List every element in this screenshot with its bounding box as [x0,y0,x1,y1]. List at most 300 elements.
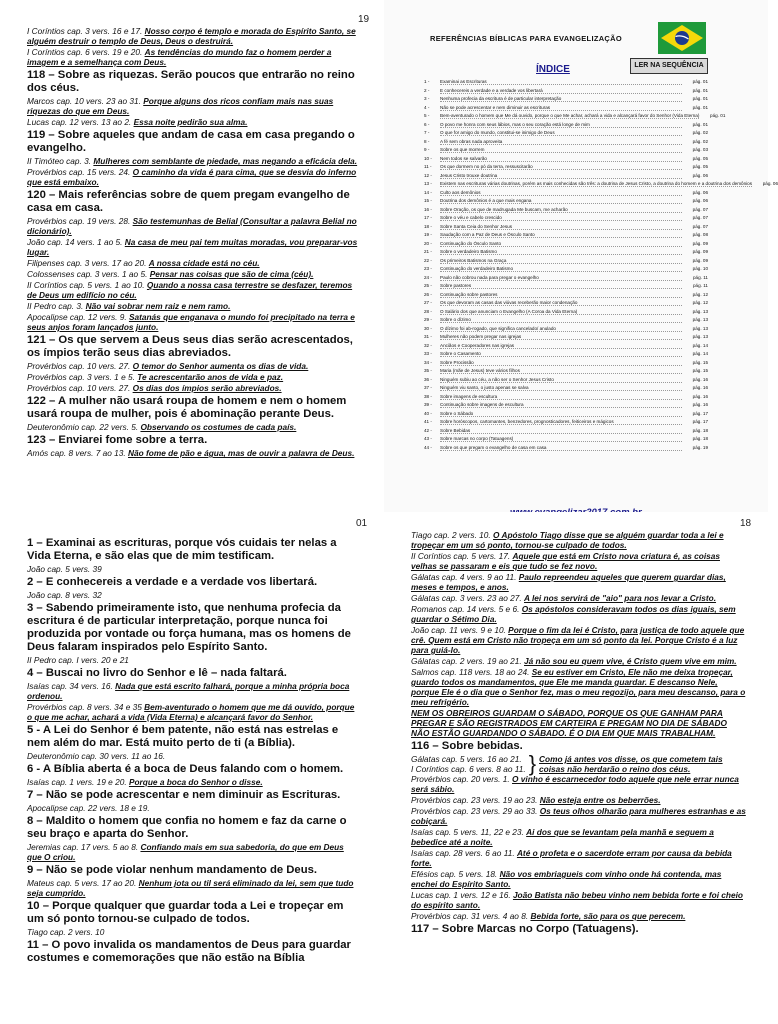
index-entry-title: Sobre os que pregam o evangelho de casa em casa [440,444,682,451]
reference-quote: Nosso corpo é templo e morada do Espírito Santo, se alguém destruir o templo de Deus, Deus o destruirá. [27,26,356,46]
index-entry-number: 14 - [424,189,432,195]
bible-reference [27,422,359,432]
index-entry-page: pág. 05 [692,155,708,161]
reference-quote: João Batista não bebeu vinho nem bebida forte e foi cheio do espírito santo. [411,890,743,910]
bible-reference [27,383,359,393]
index-entry-title: E conhecereis a verdade e a verdade vos libertará [440,87,682,94]
index-entry-number: 38 - [424,393,432,399]
reference-quote: Se eu estiver em Cristo, Ele não me deixa tropeçar, guardo todos os mandamentos, que Ele me manda guardar. E descanso Nele, porque Ele é o dia que o Senhor fez, mas o meu regozijo, para meu descanso, para o meu refrigério. [411,667,746,707]
index-entry[interactable] [424,87,708,96]
index-entry[interactable] [424,393,708,402]
index-entry[interactable] [424,240,708,249]
index-entry-page: pág. 17 [692,419,708,424]
bible-reference [27,237,359,257]
reference-citation: Tiago cap. 2 vers. 10 [27,927,105,937]
reference-citation: Romanos cap. 14 vers. 5 e 6. [411,604,520,614]
reference-quote: Observando os costumes de cada país. [140,422,297,432]
index-entry-title: Sobre o véu e cabelo crescido [440,214,682,221]
reference-citation: Provérbios cap. 23 vers. 29 ao 33. [411,806,538,816]
reference-quote: A nossa cidade está no céu. [148,258,260,268]
index-entry[interactable] [424,308,708,317]
index-entry-page: pág. 15 [692,368,708,373]
index-entry[interactable] [424,350,708,359]
reference-citation: Isaías cap. 28 vers. 6 ao 11. [411,848,515,858]
index-entry-title: Continuação sobre imagens de escultura [440,401,682,408]
index-entry[interactable] [424,342,708,351]
index-entry[interactable] [424,376,708,385]
read-in-sequence-button[interactable]: LER NA SEQUÊNCIA [630,58,708,74]
bible-reference [27,878,359,898]
section-heading: 5 - A Lei do Senhor é bem patente, não está nas estrelas e nem além do mar. Está muito perto de ti (a Bíblia). [27,724,339,749]
reference-quote: Te acrescentarão anos de vida e paz. [137,372,284,382]
index-entry[interactable] [424,325,708,334]
reference-citation: João cap. 11 vers. 9 e 10. [411,625,506,635]
reference-quote: Quando a nossa casa terrestre se desfazer, teremos de Deus um edifício no céu. [27,280,353,300]
index-entry-number: 18 - [424,223,432,229]
section-heading: 9 – Não se pode violar nenhum mandamento de Deus. [27,864,318,876]
index-entry[interactable] [424,172,708,181]
reference-citation: II Pedro cap. I vers. 20 e 21 [27,655,129,665]
reference-citation: Provérbios cap. 19 vers. 28. [27,216,131,226]
reference-citation: I Coríntios cap. 6 vers. 8 ao 11. [411,764,526,774]
page-19-content [27,26,359,459]
bible-reference [27,280,359,300]
index-entry-number: 16 - [424,206,432,212]
section-heading: 3 – Sabendo primeiramente isto, que nenhuma profecia da escritura é de particular interpretação, porque nunca foi produzida por vontade ou força humana, mas os homens de Deus falaram inspirados pelo Espírito Santo. [27,602,351,653]
reference-citation: II Coríntios cap. 5 vers. 17. [411,551,511,561]
index-entry[interactable] [424,367,708,376]
index-entry-title: Anciãos e Cooperadores nas igrejas [440,342,682,349]
reference-citation: II Pedro cap. 3. [27,301,84,311]
reference-citation: Apocalipse cap. 12 vers. 9. [27,312,127,322]
index-entry-page: pág. 10 [692,266,708,271]
bible-reference [27,655,359,665]
index-entry-number: 4 - [424,104,430,110]
bible-reference [411,551,746,571]
index-entry-page: pág. 05 [692,164,708,169]
reference-citation: I Coríntios cap. 6 vers. 19 e 20. [27,47,143,57]
bible-reference [27,777,359,787]
index-entry-title: Sobre Bebidas [440,427,682,434]
reference-citation: Colossenses cap. 3 vers. 1 ao 5. [27,269,148,279]
index-entry-number: 44 - [424,444,432,450]
index-entry-page: pág. 18 [692,427,708,433]
bible-reference [411,795,746,805]
bible-reference [27,258,359,268]
index-entry-number: 3 - [424,96,430,101]
bible-reference [411,656,746,666]
index-heading: ÍNDICE [536,64,570,75]
index-entry[interactable] [424,223,708,232]
index-entry[interactable] [424,206,708,215]
reference-citation: Jeremias cap. 17 vers. 5 ao 8. [27,842,139,852]
reference-citation: II Coríntios cap. 5 vers. 1 ao 10. [27,280,145,290]
index-entry[interactable] [424,248,708,257]
index-entry-number: 5 - [424,113,430,118]
reference-citation: Isaías cap. 5 vers. 11, 22 e 23. [411,827,524,837]
bible-reference [27,117,359,127]
index-entry-number: 19 - [424,232,432,237]
bible-reference [27,590,359,600]
bible-reference [411,593,746,603]
reference-quote: Confiando mais em sua sabedoria, do que em Deus que O criou. [27,842,344,862]
reference-citation: Isaías cap. 1 vers. 19 e 20. [27,777,127,787]
index-entry[interactable] [424,104,708,113]
index-entry[interactable] [424,231,708,240]
index-entry-number: 41 - [424,419,432,424]
index-entry-page: pág. 07 [692,215,708,220]
index-entry[interactable] [424,214,708,223]
index-entry-page: pág. 09 [692,257,708,263]
reference-quote: O Apóstolo Tiago disse que se alguém guardar toda a lei e tropeçar em um só ponto, tornou-se culpado de todos. [411,530,724,550]
reference-citation: Gálatas cap. 3 vers. 23 ao 27. [411,593,522,603]
index-entry-title: Não se pode acrescentar e nem diminuir as escrituras [440,104,682,111]
reference-quote: São testemunhas de Belial (Consultar a palavra Belial no dicionário). [27,216,357,236]
index-entry-title: Os que devoram as casas das viúvas receberão maior condenação [440,299,682,306]
bible-reference [411,774,746,794]
index-entry-number: 9 - [424,147,430,152]
index-entry[interactable] [424,155,708,164]
index-entry-title: Sobre o verdadeiro Batismo [440,248,682,255]
bible-reference [27,564,359,574]
index-entry-title: Maria (mãe de Jesus) teve vários filhos [440,367,682,374]
reference-citation: Provérbios cap. 15 vers. 24. [27,167,131,177]
reference-citation: Provérbios cap. 3 vers. 1 e 5. [27,372,135,382]
index-entry-number: 15 - [424,198,432,203]
index-entry-page: pág. 07 [692,223,708,229]
index-entry[interactable] [424,384,708,393]
page-number: 18 [740,518,752,529]
index-entry-number: 17 - [424,215,432,220]
index-entry-number: 1 - [424,79,430,84]
index-entry-page: pág. 01 [692,79,708,84]
emphasis-note: NEM OS OBREIROS GUARDAM O SÁBADO, PORQUE OS QUE GANHAM PARA PREGAR E SÃO REGISTRADOS EM CARTEIRA E PREGAM NO DIA DE SÁBADO NÃO ESTÃO GUARDANDO O SÁBADO. É O DIA EM QUE MAIS TRABALHAM. [411,708,727,738]
bible-reference [27,361,359,371]
bible-reference [411,848,746,868]
bible-reference [27,681,359,701]
index-entry-number: 23 - [424,266,432,271]
reference-quote: Porque alguns dos ricos confiam mais nas suas riquezas do que em Deus. [27,96,334,116]
index-entry-page: pág. 16 [692,393,708,399]
reference-citation: João cap. 14 vers. 1 ao 5. [27,237,123,247]
index-entry-page: pág. 18 [692,436,708,441]
reference-citation: Marcos cap. 10 vers. 23 ao 31. [27,96,141,106]
bible-reference [27,803,359,813]
grouped-references [411,751,746,776]
index-list [424,78,778,452]
section-heading: 1 – Examinai as escrituras, porque vós cuidais ter nelas a Vida Eterna, e são elas que de mim testificam. [27,537,337,562]
index-entry[interactable] [424,163,708,172]
index-entry-number: 25 - [424,283,432,288]
reference-citation: Provérbios cap. 10 vers. 27. [27,361,131,371]
index-entry-title: Sobre Procissão [440,359,682,366]
bible-reference [27,26,359,46]
reference-citation: Apocalipse cap. 22 vers. 18 e 19. [27,803,150,813]
bible-reference [27,312,359,332]
index-entry-page: pág. 06 [762,181,778,186]
index-entry-number: 20 - [424,240,432,246]
index-entry-title: Saudação com a Paz de Deus e Ósculo Santo [440,231,682,238]
bible-reference [411,667,746,707]
index-entry-title: Nem todos se salvarão [440,155,682,162]
reference-quote: O caminho da vida é para cima, que se desvia do inferno que está embaixo. [27,167,357,187]
index-entry-number: 33 - [424,351,432,356]
reference-citation: Gálatas cap. 4 vers. 9 ao 11. [411,572,517,582]
reference-citation: Provérbios cap. 8 vers. 34 e 35 [27,702,142,712]
index-entry-number: 13 - [424,181,432,186]
index-entry-title: Sobre o Sábado [440,410,682,417]
reference-quote: As tendências do mundo faz o homem perder a imagem e a semelhança com Deus. [27,47,332,67]
reference-quote: Os dias dos ímpios serão abreviados. [132,383,282,393]
reference-quote: Nada que está escrito falhará, porque a minha própria boca ordenou. [27,681,350,701]
reference-quote: A lei nos servirá de "aio" para nos levar a Cristo. [524,593,717,603]
index-entry[interactable] [424,299,708,308]
index-entry-title: Ninguém subiu ao céu, a não ser o Senhor Jesus Cristo [440,376,682,383]
bible-reference [411,604,746,624]
index-entry-page: pág. 09 [692,240,708,246]
bible-reference [411,572,746,592]
reference-quote: Na casa de meu pai tem muitas moradas, vou preparar-vos lugar. [27,237,358,257]
grouped-citations [411,754,526,774]
reference-citation: II Timóteo cap. 3. [27,156,92,166]
section-heading: 4 – Buscai no livro do Senhor e lê – nada faltará. [27,667,287,679]
index-entry-page: pág. 08 [692,232,708,237]
reference-citation: Deuteronômio cap. 30 vers. 11 ao 16. [27,751,166,761]
reference-citation: Provérbios cap. 23 vers. 19 ao 23. [411,795,538,805]
index-entry-page: pág. 02 [692,130,708,135]
index-entry-title: O dízimo foi ab-rogado, que significa cancelado/ anulado [440,325,682,332]
reference-quote: Como já antes vos disse, os que cometem tais coisas não herdarão o reino dos céus. [539,754,723,774]
reference-quote: Mulheres com semblante de piedade, mas negando a eficácia dela. [93,156,358,166]
index-entry-title: Continuação sobre pastores [440,291,682,298]
index-entry[interactable] [424,189,708,198]
index-entry-page: pág. 13 [692,317,708,322]
index-entry-title: Continuação do Ósculo Santo [440,240,682,247]
index-entry[interactable] [424,282,708,291]
index-entry[interactable] [424,410,708,419]
index-entry[interactable] [424,274,708,283]
section-heading: 119 – Sobre aqueles que andam de casa em casa pregando o evangelho. [27,129,355,154]
bible-reference [27,301,359,311]
reference-quote: Até o profeta e o sacerdote erram por causa da bebida forte. [411,848,732,868]
section-heading: 116 – Sobre bebidas. [411,740,523,752]
bible-reference [27,156,359,166]
index-entry[interactable] [424,129,708,138]
reference-citation: I Coríntios cap. 3 vers. 16 e 17. [27,26,143,36]
index-entry[interactable] [424,418,708,427]
index-entry[interactable] [424,197,708,206]
index-entry-page: pág. 13 [692,308,708,314]
index-entry-number: 29 - [424,317,432,322]
index-entry-title: Sobre pastores [440,282,682,289]
reference-quote: Aquele que está em Cristo nova criatura é, as coisas velhas se passaram e eis que tudo se fez novo. [411,551,720,571]
index-entry-number: 2 - [424,87,430,93]
index-entry-title: Sobre horóscopos, cartomantes, benzedores, prognosticadores, feiticeiros e mágicos [440,418,682,425]
page-01 [0,512,384,1024]
index-entry-number: 6 - [424,121,430,127]
section-heading: 8 – Maldito o homem que confia no homem e faz da carne o seu braço e aparta do Senhor. [27,815,347,840]
index-entry-page: pág. 13 [692,334,708,339]
section-heading: 121 – Os que servem a Deus seus dias serão acrescentados, os ímpios terão seus dias abreviados. [27,334,353,359]
index-entry-number: 39 - [424,402,432,407]
index-entry-title: Examinai as Escrituras [440,78,682,85]
section-heading: 122 – A mulher não usará roupa de homem e nem o homem usará roupa de mulher, pois é abominação perante Deus. [27,395,347,420]
brazil-flag-icon [658,22,706,54]
reference-quote: Não esteja entre os beberrões. [539,795,661,805]
bible-reference [411,806,746,826]
reference-quote: Já não sou eu quem vive, é Cristo quem vive em mim. [524,656,737,666]
index-entry[interactable] [424,291,708,300]
index-entry[interactable] [424,138,708,147]
reference-citation: Provérbios cap. 20 vers. 1. [411,774,510,784]
reference-quote: O vinho é escarnecedor todo aquele que nele errar nunca será sábio. [411,774,739,794]
index-entry-number: 28 - [424,308,432,314]
index-entry-number: 30 - [424,325,432,331]
bible-reference [27,702,359,722]
section-heading: 10 – Porque qualquer que guardar toda a Lei e tropeçar em um só ponto tornou-se culpado de todos. [27,900,344,925]
index-entry-page: pág. 12 [692,300,708,305]
index-entry-page: pág. 13 [692,325,708,331]
index-entry-title: O que for amigo do mundo, constitui-se inimigo de Deus [440,129,682,136]
reference-citation: Lucas cap. 1 vers. 12 e 16. [411,890,511,900]
reference-citation: Provérbios cap. 10 vers. 27. [27,383,131,393]
index-entry-page: pág. 06 [692,198,708,203]
reference-quote: Os apóstolos consideravam todos os dias iguais, sem guardar o Sétimo Dia. [411,604,736,624]
reference-quote: Não fome de pão e água, mas de ouvir a palavra de Deus. [128,448,355,458]
bible-reference [27,269,359,279]
index-entry[interactable] [424,333,708,342]
index-entry[interactable] [424,359,708,368]
reference-citation: Filipenses cap. 3 vers. 17 ao 20. [27,258,147,268]
index-entry[interactable] [424,95,708,104]
page-19 [0,0,384,512]
section-heading: 6 - A Bíblia aberta é a boca de Deus falando com o homem. [27,763,344,775]
index-entry-number: 12 - [424,172,432,178]
index-entry[interactable] [424,265,708,274]
reference-quote: Satanás que enganava o mundo foi precipitado na terra e seus anjos foram lançados junto. [27,312,355,332]
reference-citation: Efésios cap. 5 vers. 18. [411,869,498,879]
index-entry-page: pág. 16 [692,376,708,382]
index-entry-number: 36 - [424,376,432,382]
index-entry-page: pág. 11 [693,283,708,288]
index-entry-page: pág. 14 [692,351,708,356]
index-entry-number: 31 - [424,334,432,339]
index-entry-title: Jesus Cristo trouxe doutrina [440,172,682,179]
index-entry-page: pág. 07 [692,206,708,212]
section-heading: 123 – Enviarei fome sobre a terra. [27,434,208,446]
bible-reference [27,448,359,458]
index-entry[interactable] [424,112,726,121]
index-entry-title: O Salário dos que anunciam o Evangelho (A Coroa da Vida Eterna) [440,308,682,315]
section-heading: 2 – E conhecereis a verdade e a verdade vos libertará. [27,576,318,588]
index-entry-title: Sobre marcas no corpo (Tatuagens) [440,435,682,442]
index-entry-number: 22 - [424,257,432,263]
index-entry-title: Ninguém viu santo, o justo apenas se salva [440,384,682,391]
index-entry-number: 34 - [424,359,432,365]
reference-citation: Salmos cap. 118 vers. 18 ao 24. [411,667,530,677]
index-entry-number: 26 - [424,291,432,297]
reference-quote: Não vai sobrar nem raiz e nem ramo. [85,301,231,311]
index-entry-title: O povo me honra com seus lábios, mas o seu coração está longe de mim [440,121,682,128]
bible-reference [411,890,746,910]
index-entry-page: pág. 16 [692,385,708,390]
index-entry-number: 8 - [424,138,430,144]
index-entry[interactable] [424,401,708,410]
reference-citation: Lucas cap. 12 vers. 13 ao 2. [27,117,132,127]
bible-reference [27,167,359,187]
index-entry-title: Doutrina dos demônios é a que mais engana [440,197,682,204]
index-entry-number: 11 - [424,164,432,169]
reference-citation: Deuteronômio cap. 22 vers. 5. [27,422,139,432]
index-entry-page: pág. 12 [692,291,708,297]
bible-reference [27,751,359,761]
page-number: 01 [356,518,368,529]
section-heading: 7 – Não se pode acrescentar e nem diminuir as Escrituras. [27,789,341,801]
index-entry-number: 10 - [424,155,432,161]
index-entry-page: pág. 01 [710,113,726,118]
reference-quote: Bem-aventurado o homem que me dá ouvido, porque o que me achar, achará a vida (Vida Eterna) e alcançará favor do Senhor. [27,702,355,722]
index-entry-title: Bem-aventurado o homem que Me dá ouvido, porque o que Me achar, achará a vida e alcançará favor do Senhor (Vida Eterna) [440,113,700,118]
section-heading: 120 – Mais referências sobre de quem pregam evangelho de casa em casa. [27,189,350,214]
bible-reference [411,869,746,889]
index-entry-title: Os primeiros Batismos na Graça [440,257,682,264]
index-entry-title: Sobre Oração, os que de madrugada Me buscam, me acharão [440,206,682,213]
reference-citation: Gálatas cap. 5 vers. 16 ao 21. [411,754,522,764]
reference-citation: Mateus cap. 5 vers. 17 ao 20. [27,878,137,888]
index-entry[interactable] [424,121,708,130]
index-entry-page: pág. 06 [692,189,708,195]
index-entry-page: pág. 14 [692,342,708,348]
reference-quote: Os teus olhos olharão para mulheres estranhas e as cobiçará. [411,806,746,826]
bible-reference [27,96,359,116]
reference-citation: João cap. 8 vers. 32 [27,590,102,600]
index-entry-title: Sobre Santa Ceia do Senhor Jesus [440,223,682,230]
section-heading: 117 – Sobre Marcas no Corpo (Tatuagens). [411,923,639,935]
index-entry-page: pág. 16 [692,402,708,407]
bible-reference [411,911,746,921]
index-entry[interactable] [424,444,708,453]
page-18-content [411,530,746,937]
index-entry[interactable] [424,435,708,444]
index-entry[interactable] [424,146,708,155]
page-number: 19 [358,14,370,25]
reference-citation: Tiago cap. 2 vers. 10. [411,530,491,540]
index-entry-title: Sobre imagens de escultura [440,393,682,400]
index-entry[interactable] [424,427,708,436]
index-entry-page: pág. 11 [693,274,708,280]
index-entry[interactable] [424,180,778,189]
index-entry-page: pág. 19 [692,444,708,450]
index-entry-title: Existem nas escrituras várias doutrinas, porém as mais conhecidas são três: a doutrina de Jesus Cristo, a doutrina do homem e a doutrina dos demônios [440,181,753,186]
reference-quote: Porque o fim da lei é Cristo, para justiça de todo aquele que crê. Quem está em Cristo não tropeça em um só ponto da lei. Porque Cristo é a luz para guiá-lo. [411,625,745,655]
section-heading: 118 – Sobre as riquezas. Serão poucos que entrarão no reino dos céus. [27,69,355,94]
section-heading: 11 – O povo invalida os mandamentos de Deus para guardar costumes e comemorações que não estão na Bíblia [27,939,351,964]
index-entry-title: Nenhuma profecia da escritura é de particular interpretação [440,95,682,102]
reference-citation: Provérbios cap. 31 vers. 4 ao 8. [411,911,529,921]
index-entry[interactable] [424,257,708,266]
index-entry[interactable] [424,78,708,87]
bible-reference [27,47,359,67]
bible-reference [27,372,359,382]
reference-citation: João cap. 5 vers. 39 [27,564,102,574]
index-entry-page: pág. 17 [692,410,708,416]
index-entry-number: 42 - [424,427,432,433]
index-entry-number: 32 - [424,342,432,348]
index-entry[interactable] [424,316,708,325]
reference-quote: Nenhum jota ou til será eliminado da lei, sem que tudo seja cumprido. [27,878,354,898]
index-entry-title: Os que dormem no pó da terra, ressuscitarão [440,163,682,170]
reference-quote: Ai dos que se levantam pela manhã e seguem a bebedice até a noite. [411,827,714,847]
